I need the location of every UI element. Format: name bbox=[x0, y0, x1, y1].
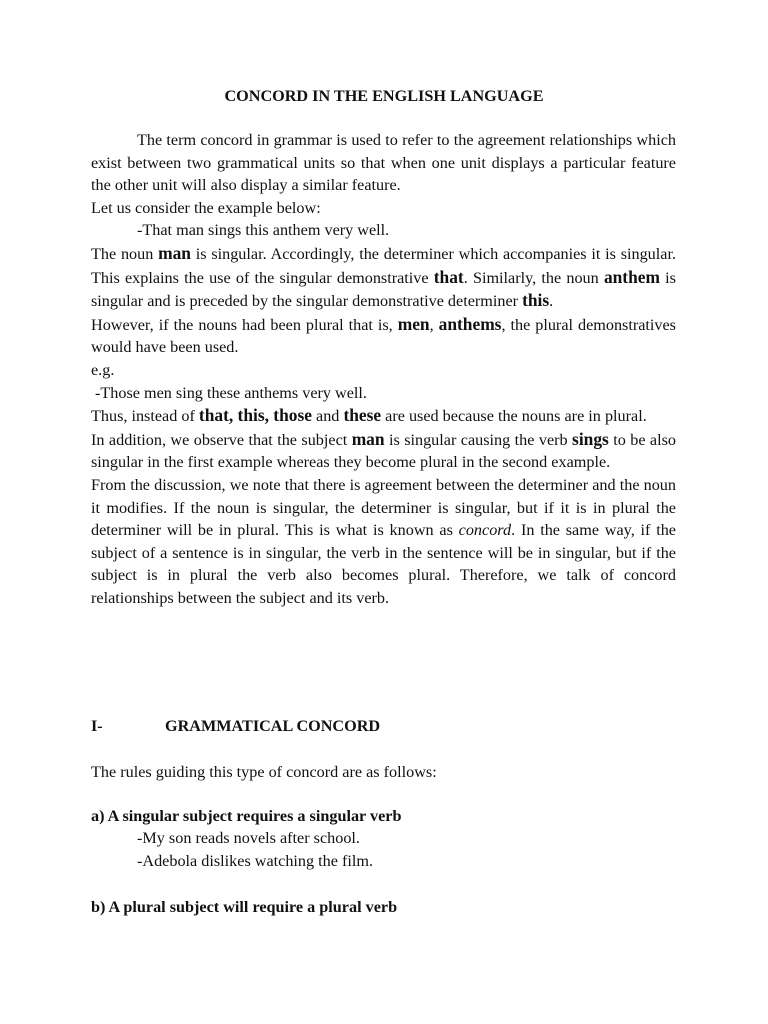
text-run: , bbox=[429, 315, 439, 334]
text-run: , the plural demonstratives would have been used. bbox=[91, 315, 676, 357]
text-run: and bbox=[311, 407, 344, 426]
text-run: From the discussion, we note that there is agreement between the determiner and the noun it modifies. If the noun is singular, the determiner is singular, but if it is in plural the determiner will be in plural. This is what is known as bbox=[91, 475, 676, 540]
text-run: . bbox=[549, 292, 554, 311]
text-run: . Similarly, the noun bbox=[463, 268, 604, 287]
bold-term: man bbox=[351, 428, 385, 449]
text-run: is singular and is preceded by the singular demonstrative determiner bbox=[91, 268, 676, 311]
text-run: are used because the nouns are in plural. bbox=[381, 407, 647, 426]
thus-paragraph bbox=[91, 404, 676, 428]
eg-label: e.g. bbox=[91, 360, 115, 379]
bold-term: men bbox=[397, 313, 430, 334]
text-run: The noun bbox=[91, 244, 159, 263]
document-title: CONCORD IN THE ENGLISH LANGUAGE bbox=[224, 87, 544, 105]
however-paragraph bbox=[91, 313, 676, 359]
section-number: I- bbox=[91, 717, 103, 735]
example-sentence-2: -Those men sing these anthems very well. bbox=[95, 383, 367, 402]
consider-line: Let us consider the example below: bbox=[91, 198, 321, 217]
body-text bbox=[91, 129, 676, 609]
section-title: GRAMMATICAL CONCORD bbox=[165, 717, 381, 735]
text-run: Thus, instead of bbox=[91, 407, 199, 426]
text-run: However, if the nouns had been plural that is, bbox=[91, 315, 398, 334]
bold-term: this bbox=[522, 290, 550, 311]
text-run: In addition, we observe that the subject bbox=[91, 430, 352, 449]
text-run: to be also singular in the first example whereas they become plural in the second example. bbox=[91, 430, 677, 472]
bold-term: man bbox=[158, 242, 191, 263]
bold-term: sings bbox=[572, 428, 609, 449]
text-run: is singular. Accordingly, the determiner which accompanies it is singular. This explains the use of the singular demonstrative bbox=[91, 244, 677, 287]
rules-intro: The rules guiding this type of concord are as follows: bbox=[91, 763, 437, 781]
rule-a-examples bbox=[137, 827, 373, 872]
noun-paragraph bbox=[91, 242, 676, 313]
example-sentence-1: -That man sings this anthem very well. bbox=[137, 221, 390, 240]
intro-paragraph: The term concord in grammar is used to refer to the agreement relationships which exist between two grammatical units so that when one unit displays a particular feature the other unit will also display a similar feature. bbox=[91, 131, 676, 195]
addition-paragraph bbox=[91, 428, 676, 474]
bold-term: anthem bbox=[603, 266, 660, 287]
rule-a-example: -My son reads novels after school. bbox=[137, 829, 360, 847]
text-run: . In the same way, if the subject of a sentence is in singular, the verb in the sentence will be in singular, but if the subject is in plural the verb also becomes plural. Therefore, we talk of concord relationships between the subject and its verb. bbox=[91, 521, 676, 607]
rule-a-example: -Adebola dislikes watching the film. bbox=[137, 851, 374, 870]
discussion-paragraph bbox=[91, 474, 676, 610]
text-run: is singular causing the verb bbox=[384, 430, 573, 449]
rule-a-heading: a) A singular subject requires a singular verb bbox=[91, 807, 402, 825]
bold-term: that, this, those bbox=[198, 405, 312, 426]
rule-b-heading: b) A plural subject will require a plural verb bbox=[91, 898, 398, 916]
italic-term: concord bbox=[458, 521, 512, 540]
section-heading bbox=[91, 715, 676, 737]
bold-term: that bbox=[433, 266, 464, 287]
bold-term: anthems bbox=[438, 313, 502, 334]
bold-term: these bbox=[343, 405, 382, 426]
